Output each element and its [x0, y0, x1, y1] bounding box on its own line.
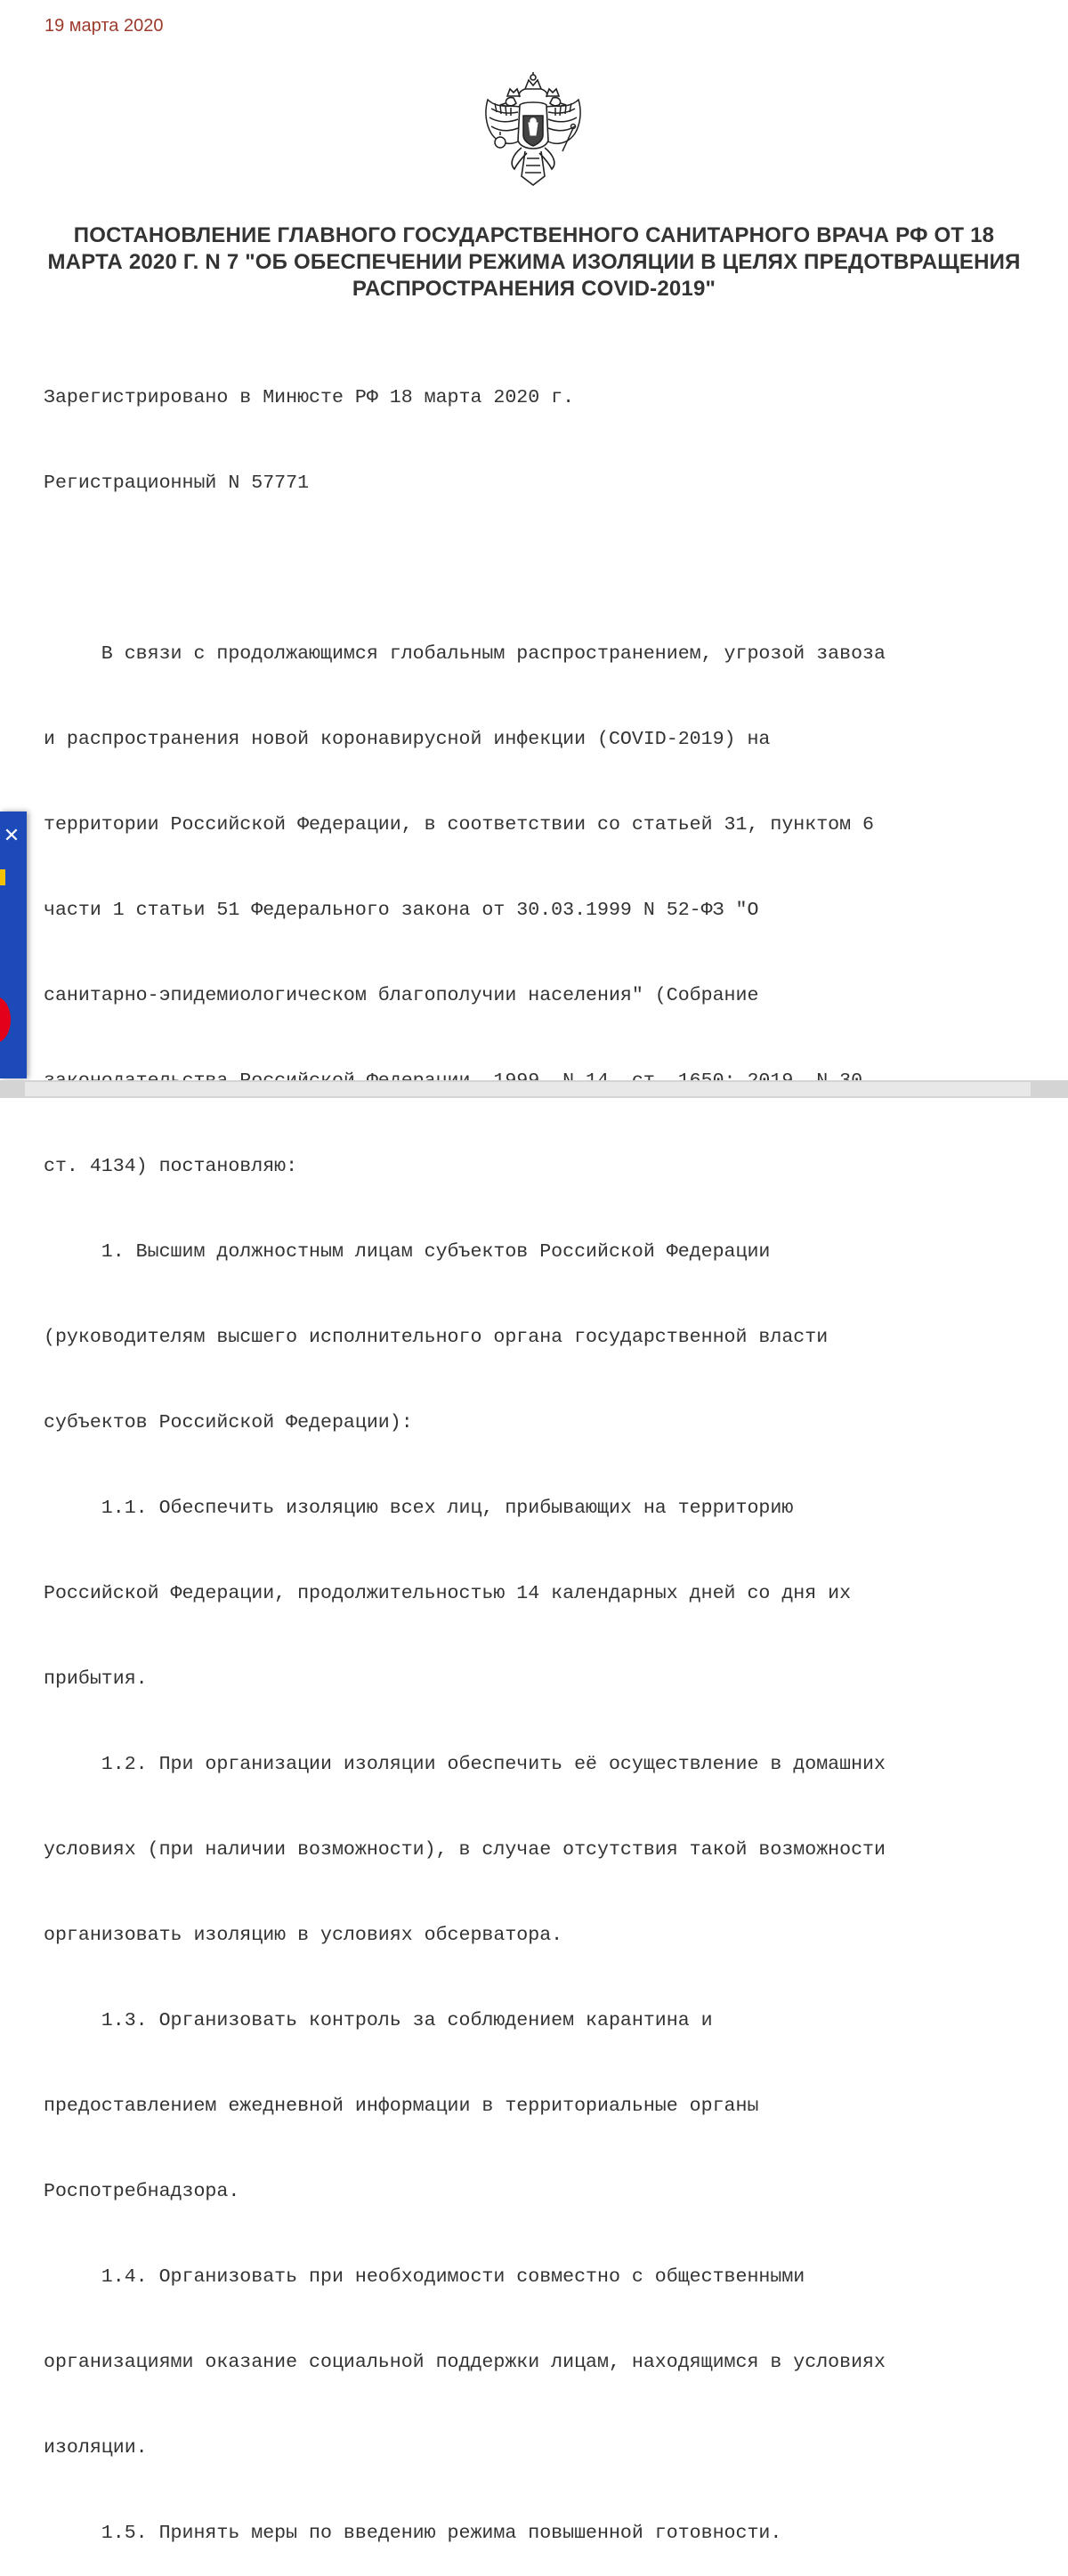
paragraph-line: 1.4. Организовать при необходимости совместно с общественными [44, 2266, 805, 2288]
paragraph-line: территории Российской Федерации, в соответствии со статьей 31, пунктом 6 [44, 814, 875, 836]
russian-coat-of-arms-icon [473, 69, 594, 190]
paragraph-line: организациями оказание социальной поддержки лицам, находящимся в условиях [44, 2352, 886, 2373]
paragraph-line: 1.5. Принять меры по введению режима повышенной готовности. [44, 2523, 782, 2544]
paragraph-line: 1.2. При организации изоляции обеспечить её осуществление в домашних [44, 1754, 886, 1775]
paragraph-line: предоставлением ежедневной информации в территориальные органы [44, 2096, 759, 2117]
paragraph-line: субъектов Российской Федерации): [44, 1412, 413, 1433]
paragraph-line: Роспотребнадзора. [44, 2181, 240, 2202]
paragraph-line: части 1 статьи 51 Федерального закона от 30.03.1999 N 52-ФЗ "О [44, 900, 759, 921]
paragraph-line: изоляции. [44, 2437, 148, 2459]
paragraph-line: и распространения новой коронавирусной инфекции (COVID-2019) на [44, 729, 771, 750]
paragraph-line: санитарно-эпидемиологическом благополучии населения" (Собрание [44, 985, 759, 1006]
paragraph-line: организовать изоляцию в условиях обсерватора. [44, 1925, 563, 1946]
paragraph-line: условиях (при наличии возможности), в случае отсутствия такой возможности [44, 1839, 886, 1861]
paragraph-line: В связи с продолжающимся глобальным распространением, угрозой завоза [44, 643, 886, 665]
paragraph-line: 1.3. Организовать контроль за соблюдением карантина и [44, 2010, 713, 2031]
horizontal-scrollbar-thumb[interactable] [25, 1082, 1031, 1096]
registration-line: Зарегистрировано в Минюсте РФ 18 марта 2020 г. [44, 387, 575, 408]
paragraph-line: Российской Федерации, продолжительностью 14 календарных дней со дня их [44, 1583, 852, 1604]
paragraph-line: ст. 4134) постановляю: [44, 1156, 298, 1177]
paragraph-line: 1.1. Обеспечить изоляцию всех лиц, прибывающих на территорию [44, 1498, 794, 1519]
document-title: ПОСТАНОВЛЕНИЕ ГЛАВНОГО ГОСУДАРСТВЕННОГО САНИТАРНОГО ВРАЧА РФ ОТ 18 МАРТА 2020 Г. N 7 "ОБ ОБЕСПЕЧЕНИИ РЕЖИМА ИЗОЛЯЦИИ В ЦЕЛЯХ ПРЕДОТВРАЩЕНИЯ РАСПРОСТРАНЕНИЯ COVID-2019" [47, 223, 1021, 301]
close-icon[interactable]: ✕ [3, 825, 20, 847]
paragraph-line: (руководителям высшего исполнительного органа государственной власти [44, 1327, 829, 1348]
blank-line [44, 554, 1005, 583]
widget-accent-mark [0, 869, 5, 885]
registration-number: Регистрационный N 57771 [44, 472, 310, 494]
document-body [44, 327, 1005, 2576]
publication-date: 19 марта 2020 [44, 16, 164, 36]
paragraph-line: 1. Высшим должностным лицам субъектов Российской Федерации [44, 1241, 771, 1263]
paragraph-line: прибытия. [44, 1668, 148, 1690]
